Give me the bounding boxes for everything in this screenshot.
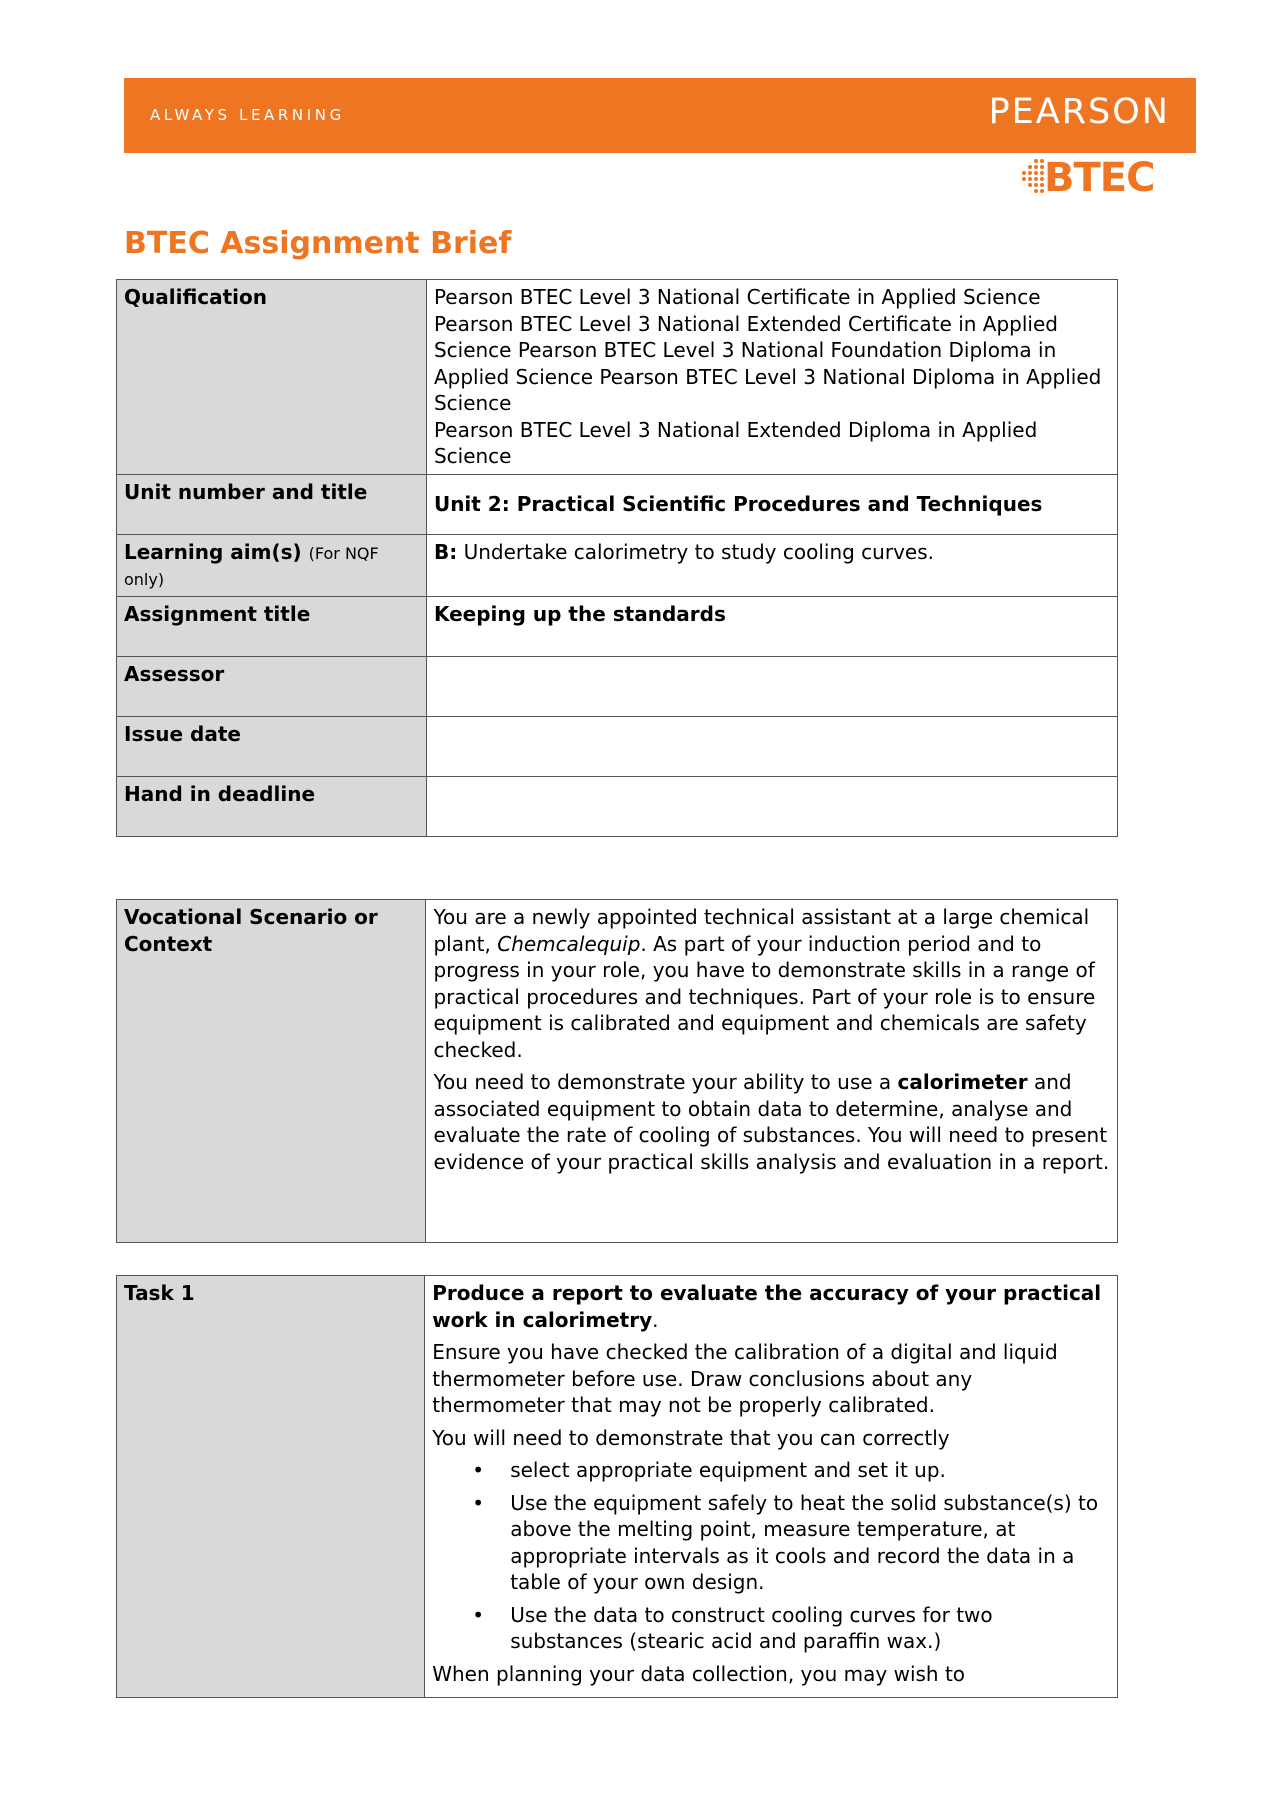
task1-text — [425, 1276, 1118, 1698]
learning-aim-text: Undertake calorimetry to study cooling curves. — [463, 539, 934, 564]
tagline: ALWAYS LEARNING — [150, 106, 345, 124]
task1-heading: Produce a report to evaluate the accuracy of your practical work in calorimetry — [432, 1281, 1102, 1332]
btec-dots-icon — [1016, 155, 1046, 201]
learning-aim-code: B: — [433, 539, 458, 564]
btec-logo — [1016, 155, 1176, 205]
table-row — [117, 596, 1118, 656]
details-table — [116, 279, 1118, 837]
table-row — [117, 1276, 1118, 1698]
scenario-paragraph-1 — [433, 904, 1110, 1063]
task1-heading-paragraph — [432, 1280, 1110, 1333]
table-row — [117, 716, 1118, 776]
qualification-value — [426, 280, 1117, 475]
qualification-line: Pearson BTEC Level 3 National Certificate in Applied Science Pearson BTEC Level 3 National Extended Certificate in Applied Science Pearson BTEC Level 3 National Foundation Diploma in Applied Science Pearson BTEC Level 3 National Diploma in Applied Science — [433, 285, 1102, 415]
table-row — [117, 534, 1118, 596]
assignment-title-label: Assignment title — [117, 596, 427, 656]
task1-label: Task 1 — [117, 1276, 425, 1698]
deadline-value[interactable] — [426, 776, 1117, 836]
btec-logo-text: BTEC — [1044, 155, 1155, 201]
task1-paragraph-2: You will need to demonstrate that you can correctly — [432, 1425, 950, 1450]
scenario-p1-end: . As part of your induction period and to progress in your role, you have to demonstrate skills in a range of practical procedures and techniques. Part of your role is to ensure equipment is calibrated and equipment and chemicals are safety checked. — [433, 931, 1096, 1062]
qualification-label: Qualification — [117, 280, 427, 475]
scenario-paragraph-2 — [433, 1069, 1110, 1175]
assignment-title-value: Keeping up the standards — [433, 601, 726, 626]
header-banner — [124, 78, 1196, 153]
scenario-p2-end: and associated equipment to obtain data to determine, analyse and evaluate the rate of cooling of substances. You will need to present evidence of your practical skills analysis and evaluation in a report. — [433, 1070, 1110, 1174]
table-row — [117, 280, 1118, 475]
unit-value: Unit 2: Practical Scientific Procedures and Techniques — [433, 491, 1043, 516]
pearson-logo: PEARSON — [988, 92, 1170, 132]
scenario-p1-start: You are a newly appointed technical assistant at a large chemical plant, — [433, 905, 1090, 956]
scenario-text — [426, 900, 1118, 1243]
unit-label: Unit number and title — [117, 474, 427, 534]
assessor-value[interactable] — [426, 656, 1117, 716]
scenario-label: Vocational Scenario or Context — [117, 900, 426, 1243]
table-row — [117, 474, 1118, 534]
scenario-table — [116, 899, 1118, 1243]
company-name: Chemcalequip — [497, 931, 641, 956]
list-item: • Use the equipment safely to heat the solid substance(s) to above the melting point, measure temperature, at appropriate intervals as it cools and record the data in a table of your own design. — [510, 1490, 1110, 1596]
unit-value-cell — [426, 474, 1117, 534]
task1-table — [116, 1275, 1118, 1698]
table-row — [117, 900, 1118, 1243]
task1-paragraph-1: Ensure you have checked the calibration of a digital and liquid thermometer before use. Draw conclusions about any thermometer that may not be properly calibrated. — [432, 1340, 1058, 1417]
calorimeter-term: calorimeter — [897, 1070, 1028, 1094]
page-title: BTEC Assignment Brief — [124, 226, 512, 261]
list-item: • select appropriate equipment and set it up. — [510, 1457, 1110, 1484]
assessor-label: Assessor — [117, 656, 427, 716]
table-row — [117, 656, 1118, 716]
deadline-label: Hand in deadline — [117, 776, 427, 836]
issue-date-label: Issue date — [117, 716, 427, 776]
issue-date-value[interactable] — [426, 716, 1117, 776]
task1-heading-end: . — [652, 1307, 659, 1332]
list-item: • Use the data to construct cooling curves for two substances (stearic acid and paraffin wax.) — [510, 1602, 1110, 1655]
task1-bullet-list — [432, 1457, 1110, 1655]
qualification-line: Pearson BTEC Level 3 National Extended Diploma in Applied Science — [433, 417, 1038, 468]
learning-aim-label: Learning aim(s) — [124, 539, 302, 564]
learning-aim-note: (For NQF only) — [124, 543, 379, 589]
scenario-p2-start: You need to demonstrate your ability to use a — [433, 1070, 892, 1094]
learning-aim-label-cell — [117, 534, 427, 596]
task1-paragraph-3: When planning your data collection, you may wish to — [432, 1661, 966, 1686]
assignment-title-value-cell — [426, 596, 1117, 656]
learning-aim-value — [426, 534, 1117, 596]
table-row — [117, 776, 1118, 836]
